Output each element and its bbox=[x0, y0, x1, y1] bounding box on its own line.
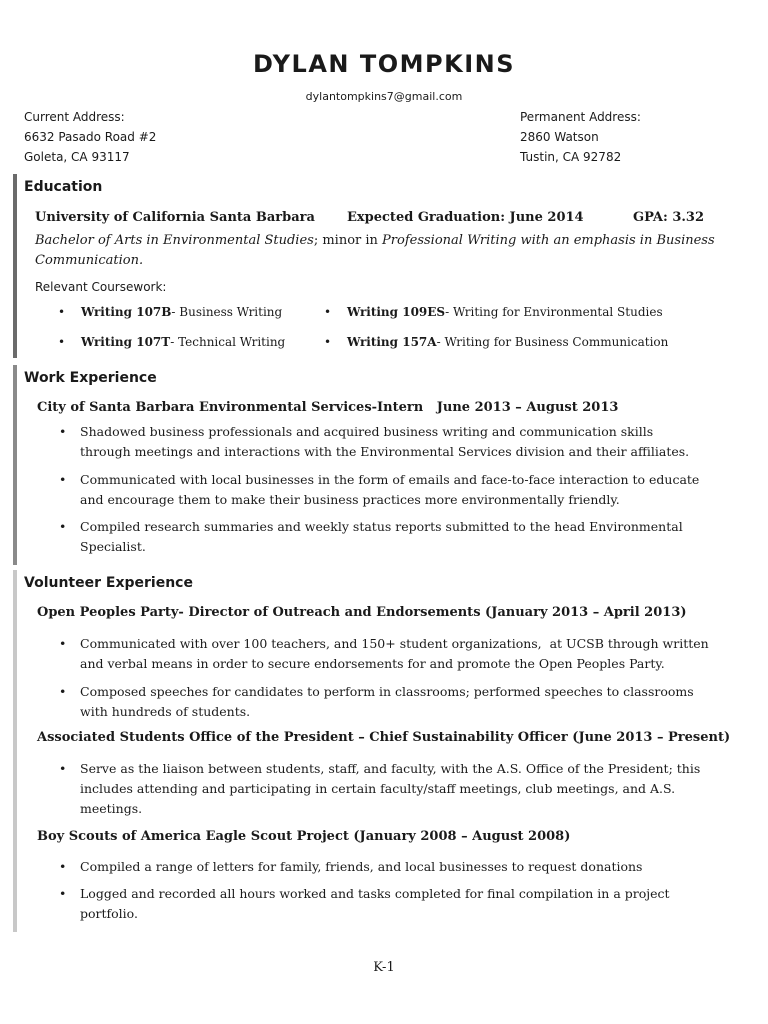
course-name: - Technical Writing bbox=[170, 335, 286, 349]
degree-minor-cont: Communication. bbox=[35, 253, 144, 268]
permanent-address bbox=[520, 107, 641, 167]
volunteer-bullet bbox=[59, 884, 670, 924]
work-section-bar bbox=[13, 365, 17, 565]
bullet-line: Communicated with over 100 teachers, and 150+ student organizations, at UCSB through written bbox=[80, 636, 709, 651]
bullet-icon: • bbox=[59, 684, 67, 699]
education-section-bar bbox=[13, 174, 17, 358]
volunteer-bullet bbox=[59, 682, 694, 722]
course-code: Writing 157A bbox=[347, 335, 437, 349]
education-heading: Education bbox=[24, 179, 103, 195]
bullet-icon: • bbox=[59, 472, 67, 487]
course-item bbox=[324, 335, 669, 349]
page-label: K-1 bbox=[373, 960, 395, 975]
volunteer-role: Associated Students Office of the President – Chief Sustainability Officer (June 2013 – Present) bbox=[37, 730, 731, 745]
work-bullet bbox=[59, 422, 690, 462]
bullet-icon: • bbox=[324, 335, 332, 349]
course-item bbox=[58, 335, 286, 349]
bullet-line: Shadowed business professionals and acquired business writing and communication skills bbox=[80, 424, 654, 439]
bullet-icon: • bbox=[59, 424, 67, 439]
current-address-street: 6632 Pasado Road #2 bbox=[24, 130, 157, 144]
coursework-label: Relevant Coursework: bbox=[35, 280, 167, 294]
bullet-line: Specialist. bbox=[80, 539, 146, 554]
bullet-line: Composed speeches for candidates to perform in classrooms; performed speeches to classrooms bbox=[80, 684, 694, 699]
degree-connector: ; minor in bbox=[313, 233, 383, 248]
volunteer-role: Boy Scouts of America Eagle Scout Project (January 2008 – August 2008) bbox=[37, 829, 571, 844]
bullet-line: Serve as the liaison between students, staff, and faculty, with the A.S. Office of the President; this bbox=[80, 761, 701, 776]
degree-line-2 bbox=[35, 251, 143, 271]
degree-line bbox=[35, 231, 735, 251]
bullet-icon: • bbox=[59, 636, 67, 651]
volunteer-bullet bbox=[59, 634, 709, 674]
course-code: Writing 109ES bbox=[347, 305, 446, 319]
bullet-line: portfolio. bbox=[80, 906, 138, 921]
bullet-line: with hundreds of students. bbox=[80, 704, 251, 719]
bullet-icon: • bbox=[58, 335, 66, 349]
permanent-address-label: Permanent Address: bbox=[520, 110, 641, 124]
course-item bbox=[324, 305, 663, 319]
bullet-icon: • bbox=[59, 886, 67, 901]
bullet-line: includes attending and participating in certain faculty/staff meetings, club meetings, and A.S. bbox=[80, 781, 676, 796]
volunteer-heading: Volunteer Experience bbox=[24, 575, 193, 591]
permanent-address-city: Tustin, CA 92782 bbox=[520, 150, 622, 164]
bullet-icon: • bbox=[324, 305, 332, 319]
permanent-address-street: 2860 Watson bbox=[520, 130, 599, 144]
job-title: City of Santa Barbara Environmental Services-Intern June 2013 – August 2013 bbox=[37, 400, 619, 415]
current-address bbox=[24, 107, 156, 167]
bullet-line: through meetings and interactions with the Environmental Services division and their affiliates. bbox=[80, 444, 690, 459]
bullet-icon: • bbox=[58, 305, 66, 319]
degree-minor: Professional Writing with an emphasis in Business bbox=[382, 233, 715, 248]
course-name: - Business Writing bbox=[171, 305, 283, 319]
volunteer-bullet bbox=[59, 857, 643, 877]
email-address[interactable]: dylantompkins7@gmail.com bbox=[305, 90, 463, 103]
course-name: - Writing for Environmental Studies bbox=[445, 305, 663, 319]
bullet-icon: • bbox=[59, 519, 67, 534]
bullet-line: meetings. bbox=[80, 801, 143, 816]
bullet-line: Compiled a range of letters for family, friends, and local businesses to request donations bbox=[80, 859, 643, 874]
degree-major: Bachelor of Arts in Environmental Studies bbox=[35, 233, 314, 248]
course-item bbox=[58, 305, 283, 319]
volunteer-role: Open Peoples Party- Director of Outreach and Endorsements (January 2013 – April 2013) bbox=[37, 605, 687, 620]
course-code: Writing 107B bbox=[81, 305, 172, 319]
bullet-line: and encourage them to make their business practices more environmentally friendly. bbox=[80, 492, 620, 507]
volunteer-section-bar bbox=[13, 570, 17, 932]
resume-name: DYLAN TOMPKINS bbox=[252, 50, 515, 78]
graduation-date: Expected Graduation: June 2014 bbox=[347, 210, 584, 225]
bullet-line: Compiled research summaries and weekly status reports submitted to the head Environmental bbox=[80, 519, 683, 534]
school-name: University of California Santa Barbara bbox=[35, 210, 315, 225]
bullet-icon: • bbox=[59, 761, 67, 776]
work-bullet bbox=[59, 517, 683, 557]
current-address-city: Goleta, CA 93117 bbox=[24, 150, 130, 164]
bullet-icon: • bbox=[59, 859, 67, 874]
bullet-line: and verbal means in order to secure endorsements for and promote the Open Peoples Party. bbox=[80, 656, 665, 671]
work-bullet bbox=[59, 470, 700, 510]
work-heading: Work Experience bbox=[24, 370, 157, 386]
bullet-line: Logged and recorded all hours worked and tasks completed for final compilation in a project bbox=[80, 886, 670, 901]
course-name: - Writing for Business Communication bbox=[436, 335, 669, 349]
bullet-line: Communicated with local businesses in the form of emails and face-to-face interaction to educate bbox=[80, 472, 700, 487]
current-address-label: Current Address: bbox=[24, 110, 125, 124]
course-code: Writing 107T bbox=[81, 335, 171, 349]
gpa: GPA: 3.32 bbox=[633, 210, 705, 225]
volunteer-bullet bbox=[59, 759, 701, 819]
